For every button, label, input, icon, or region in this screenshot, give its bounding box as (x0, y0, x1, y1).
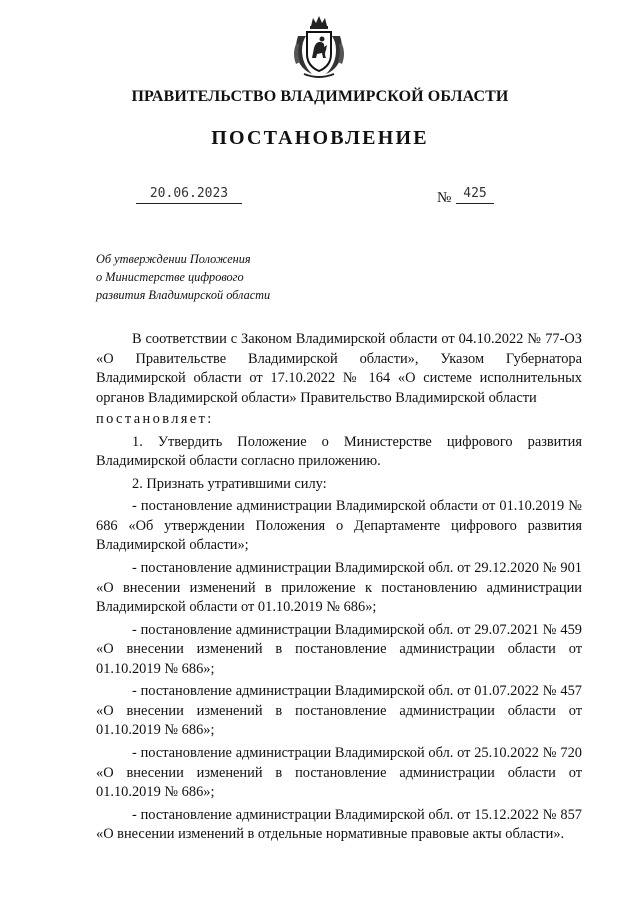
repealed-item: - постановление администрации Владимирской обл. от 29.12.2020 № 901 «О внесении изменений в приложение к постановлению администрации Владимирской области от 01.10.2019 № 686»; (96, 560, 582, 616)
document-type-title: ПОСТАНОВЛЕНИЕ (211, 127, 429, 149)
coat-of-arms-icon (290, 14, 348, 80)
document-body (96, 330, 582, 848)
repealed-item: - постановление администрации Владимирской обл. от 25.10.2022 № 720 «О внесении изменений в постановление администрации области от 01.10.2019 № 686»; (96, 745, 582, 801)
document-date: 20.06.2023 (136, 186, 242, 204)
number-sign: № (437, 190, 452, 206)
item-1-paragraph: 1. Утвердить Положение о Министерстве цифрового развития Владимирской области согласно приложению. (96, 433, 582, 469)
preamble-paragraph: В соответствии с Законом Владимирской области от 04.10.2022 № 77-ОЗ «О Правительстве Владимирской области», Указом Губернатора Владимирской области от 17.10.2022 № 164 «О системе исполнительных органов Владимирской области» Правительство Владимирской области (96, 331, 582, 406)
repealed-item: - постановление администрации Владимирской области от 01.10.2019 № 686 «Об утверждении Положения о Департаменте цифрового развития Владимирской области»; (96, 498, 582, 554)
document-subject (96, 250, 270, 304)
subject-line: Об утверждении Положения (96, 252, 251, 266)
subject-line: развития Владимирской области (96, 288, 271, 302)
repealed-item: - постановление администрации Владимирской обл. от 29.07.2021 № 459 «О внесении изменений в постановление администрации области от 01.10.2019 № 686»; (96, 621, 582, 677)
item-2-paragraph: 2. Признать утратившими силу: (132, 475, 327, 492)
subject-line: о Министерстве цифрового (96, 270, 244, 284)
document-number: 425 (456, 186, 494, 204)
repealed-item: - постановление администрации Владимирской обл. от 01.07.2022 № 457 «О внесении изменений в постановление администрации области от 01.10.2019 № 686»; (96, 683, 582, 739)
resolves-word: постановляет: (96, 411, 214, 427)
government-title: ПРАВИТЕЛЬСТВО ВЛАДИМИРСКОЙ ОБЛАСТИ (131, 88, 509, 105)
repealed-item: - постановление администрации Владимирской обл. от 15.12.2022 № 857 «О внесении изменений в отдельные нормативные правовые акты области». (96, 806, 582, 843)
